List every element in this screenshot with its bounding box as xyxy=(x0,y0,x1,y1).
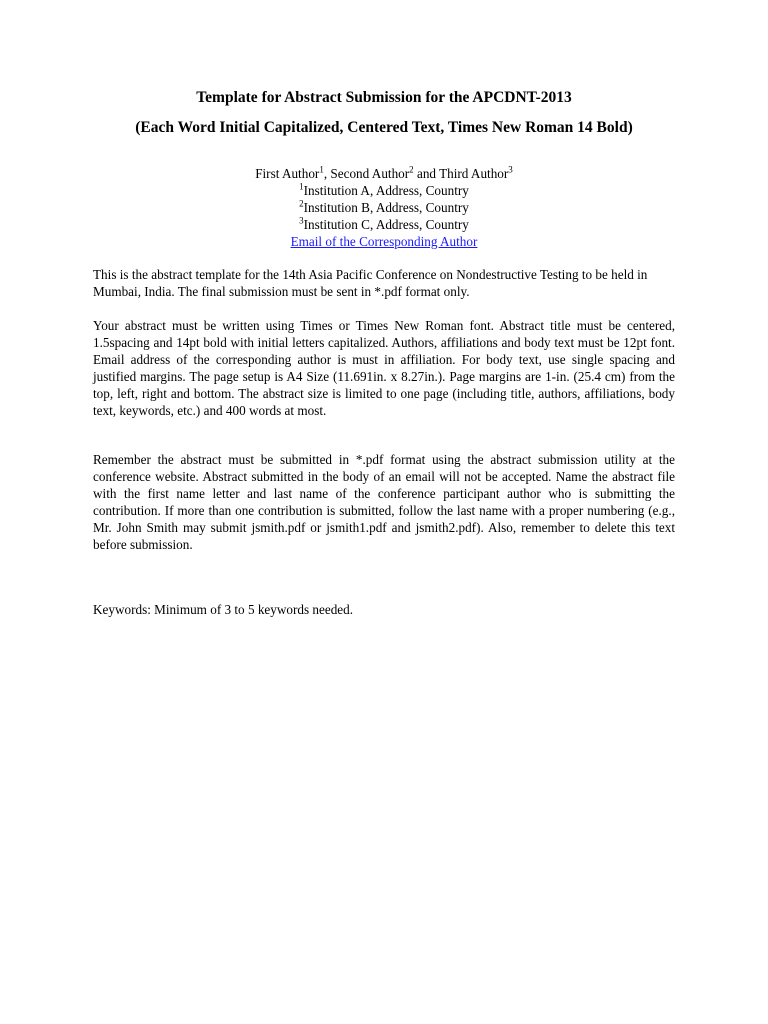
second-author: , Second Author xyxy=(323,166,410,181)
first-author-superscript: 1 xyxy=(319,164,324,175)
document-title: Template for Abstract Submission for the APCDNT-2013 xyxy=(196,89,572,106)
intro-paragraph: This is the abstract template for the 14th Asia Pacific Conference on Nondestructive Testing to be held in Mumbai, India. The final submission must be sent in *.pdf format only. xyxy=(93,267,648,299)
affiliation-b xyxy=(0,199,768,216)
keywords-line: Keywords: Minimum of 3 to 5 keywords needed. xyxy=(93,602,354,617)
second-author-superscript: 2 xyxy=(409,164,414,175)
corresponding-author-email-link[interactable]: Email of the Corresponding Author xyxy=(290,234,478,249)
affiliation-b-text: Institution B, Address, Country xyxy=(303,200,469,215)
third-author-superscript: 3 xyxy=(508,164,513,175)
affiliation-b-superscript: 2 xyxy=(299,198,304,209)
affiliation-c-text: Institution C, Address, Country xyxy=(303,217,469,232)
author-block xyxy=(0,165,768,250)
email-line xyxy=(0,233,768,250)
affiliation-a-text: Institution A, Address, Country xyxy=(303,183,469,198)
affiliation-a xyxy=(0,182,768,199)
submission-paragraph: Remember the abstract must be submitted in *.pdf format using the abstract submission utility at the conference website. Abstract submitted in the body of an email will not be accepted. Name the abstract file with the first name letter and last name of the conference participant author who is submitting the contribution. If more than one contribution is submitted, follow the last name with a proper numbering (e.g., Mr. John Smith may submit jsmith.pdf or jsmith1.pdf and jsmith2.pdf). Also, remember to delete this text before submission. xyxy=(93,452,675,552)
formatting-paragraph: Your abstract must be written using Times or Times New Roman font. Abstract title must be centered, 1.5spacing and 14pt bold with initial letters capitalized. Authors, affiliations and body text must be 12pt font. Email address of the corresponding author is must in affiliation. For body text, use single spacing and justified margins. The page setup is A4 Size (11.691in. x 8.27in.). Page margins are 1-in. (25.4 cm) from the top, left, right and bottom. The abstract size is limited to one page (including title, authors, affiliations, body text, keywords, etc.) and 400 words at most. xyxy=(93,318,675,418)
first-author: First Author xyxy=(255,166,320,181)
document-subtitle: (Each Word Initial Capitalized, Centered Text, Times New Roman 14 Bold) xyxy=(135,119,633,136)
affiliation-c-superscript: 3 xyxy=(299,215,304,226)
affiliation-c xyxy=(0,216,768,233)
affiliation-a-superscript: 1 xyxy=(299,181,304,192)
author-line xyxy=(0,165,768,182)
third-author: and Third Author xyxy=(413,166,509,181)
